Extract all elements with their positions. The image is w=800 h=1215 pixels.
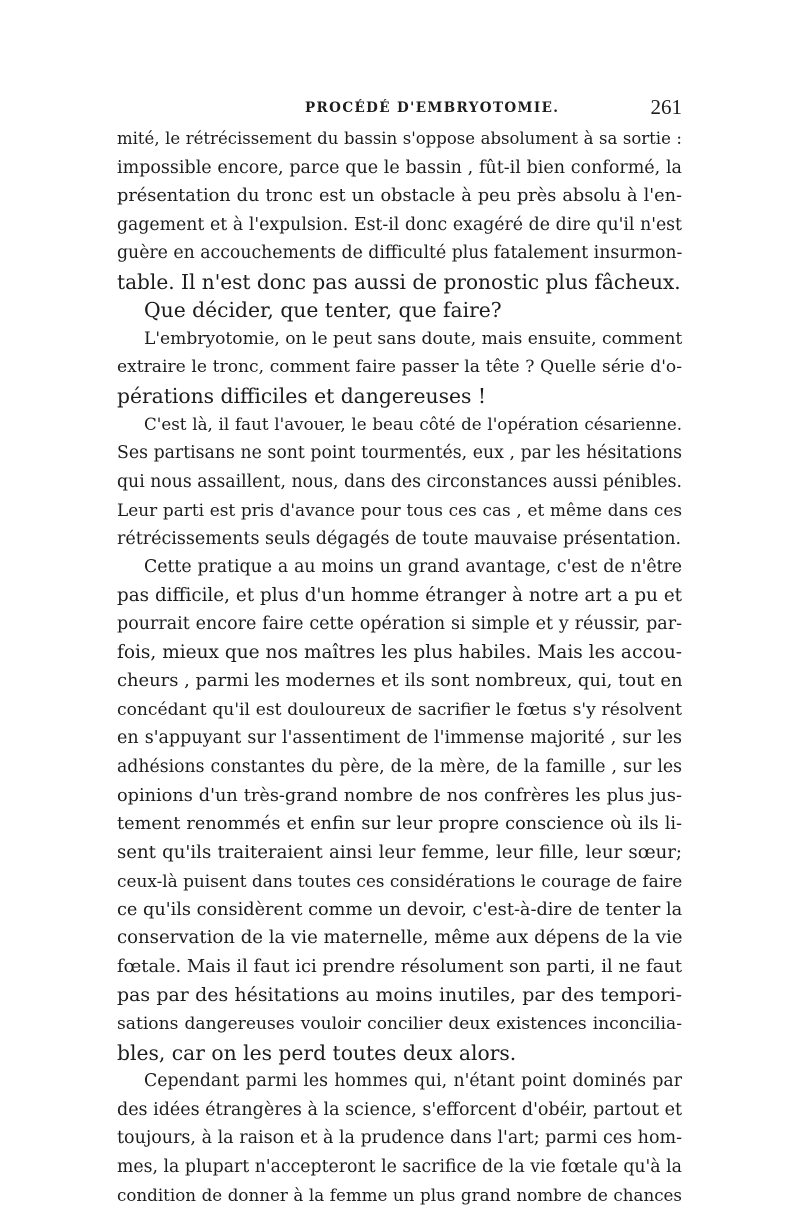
page-header xyxy=(117,95,682,125)
text-line: des idées étrangères à la science, s'efforcent d'obéir, partout et xyxy=(117,1099,682,1120)
text-line: présentation du tronc est un obstacle à peu près absolu à l'en- xyxy=(117,186,682,207)
text-line: opinions d'un très-grand nombre de nos confrères les plus jus- xyxy=(117,785,682,806)
text-line: en s'appuyant sur l'assentiment de l'immense majorité , sur les xyxy=(117,728,682,749)
text-line: table. Il n'est donc pas aussi de pronostic plus fâcheux. xyxy=(117,269,681,294)
text-line: Ses partisans ne sont point tourmentés, eux , par les hésitations xyxy=(117,443,682,464)
text-line: adhésions constantes du père, de la mère, de la famille , sur les xyxy=(117,757,682,778)
text-line: tement renommés et enfin sur leur propre conscience où ils li- xyxy=(117,814,682,835)
text-line: ceux-là puisent dans toutes ces considérations le courage de faire xyxy=(117,871,683,892)
text-line: pas par des hésitations au moins inutiles, par des tempori- xyxy=(117,984,682,1007)
page-number: 261 xyxy=(650,95,682,119)
text-line: fœtale. Mais il faut ici prendre résolument son parti, il ne faut xyxy=(117,955,683,977)
text-line: rétrécissements seuls dégagés de toute mauvaise présentation. xyxy=(117,528,682,549)
text-line: bles, car on les perd toutes deux alors. xyxy=(117,1040,517,1065)
text-line: mité, le rétrécissement du bassin s'oppose absolument à sa sortie : xyxy=(117,129,682,148)
text-line: gagement et à l'expulsion. Est-il donc exagéré de dire qu'il n'est xyxy=(117,214,682,235)
text-line: C'est là, il faut l'avouer, le beau côté de l'opération césarienne. xyxy=(144,414,682,435)
text-line: fois, mieux que nos maîtres les plus habiles. Mais les accou- xyxy=(117,641,682,663)
text-line: toujours, à la raison et à la prudence dans l'art; parmi ces hom- xyxy=(117,1128,682,1149)
text-line: Que décider, que tenter, que faire? xyxy=(144,298,502,323)
text-line: Cette pratique a au moins un grand avantage, c'est de n'être xyxy=(144,557,682,578)
text-line: cheurs , parmi les modernes et ils sont nombreux, qui, tout en xyxy=(117,670,683,692)
text-line: ce qu'ils considèrent comme un devoir, c'est-à-dire de tenter la xyxy=(117,899,683,920)
text-line: conservation de la vie maternelle, même aux dépens de la vie xyxy=(117,927,683,949)
text-line: pas difficile, et plus d'un homme étranger à notre art a pu et xyxy=(117,584,682,606)
text-line: pérations difficiles et dangereuses ! xyxy=(117,383,486,408)
text-line: L'embryotomie, on le peut sans doute, mais ensuite, comment xyxy=(144,328,683,349)
text-line: sations dangereuses vouloir concilier deux existences inconcilia- xyxy=(117,1013,682,1034)
text-line: qui nous assaillent, nous, dans des circonstances aussi pénibles. xyxy=(117,471,682,492)
text-line: Leur parti est pris d'avance pour tous ces cas , et même dans ces xyxy=(117,500,682,521)
text-line: mes, la plupart n'accepteront le sacrifice de la vie fœtale qu'à la xyxy=(117,1156,682,1177)
text-line: extraire le tronc, comment faire passer la tête ? Quelle série d'o- xyxy=(117,357,682,378)
text-line: sent qu'ils traiteraient ainsi leur femme, leur fille, leur sœur; xyxy=(117,841,682,863)
body-text xyxy=(117,125,682,1210)
text-line: Cependant parmi les hommes qui, n'étant point dominés par xyxy=(144,1071,682,1092)
book-page xyxy=(117,95,682,1210)
text-line: concédant qu'il est douloureux de sacrifier le fœtus s'y résolvent xyxy=(117,699,682,720)
running-head: PROCÉDÉ D'EMBRYOTOMIE. xyxy=(305,100,560,116)
text-line: guère en accouchements de difficulté plus fatalement insurmon- xyxy=(117,243,683,264)
text-line: pourrait encore faire cette opération si simple et y réussir, par- xyxy=(117,614,682,635)
text-line: condition de donner à la femme un plus grand nombre de chances xyxy=(117,1185,682,1206)
text-line: impossible encore, parce que le bassin , fût-il bien conformé, la xyxy=(117,157,682,178)
